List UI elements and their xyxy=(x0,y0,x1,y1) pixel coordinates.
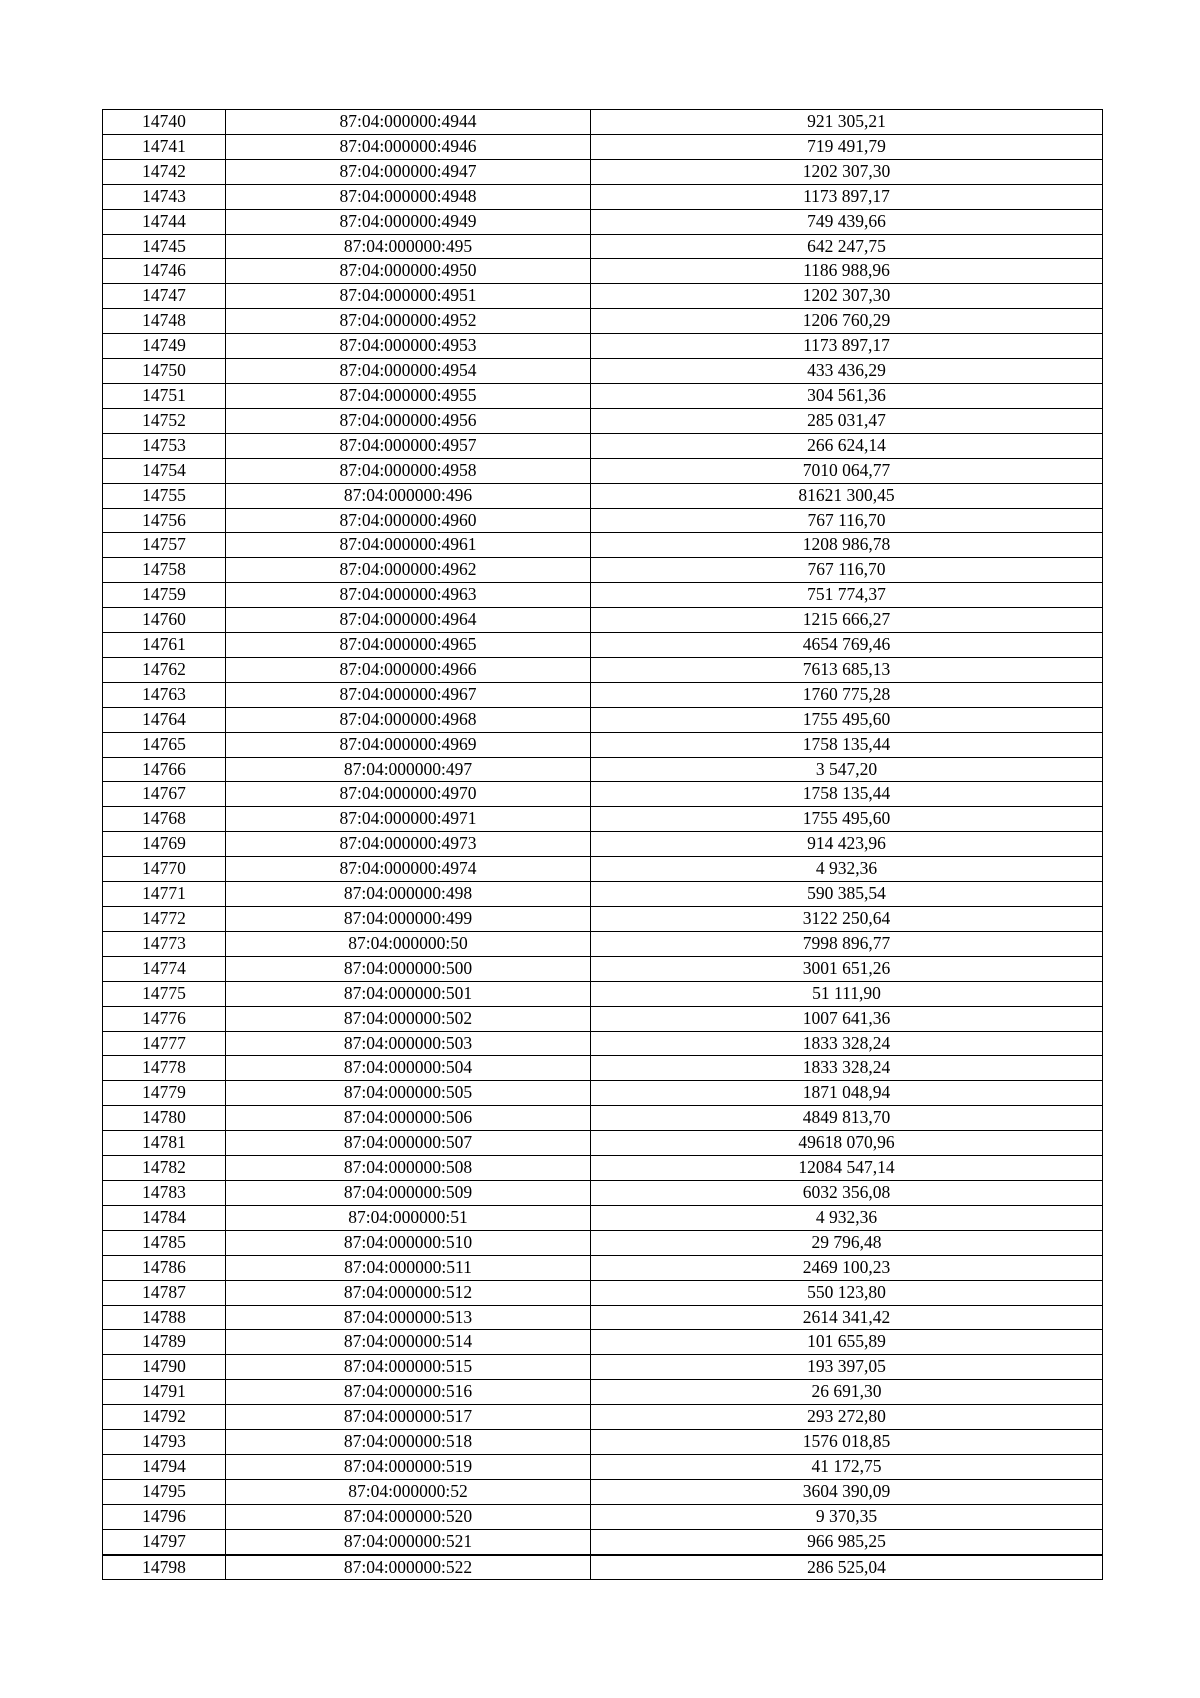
table-row xyxy=(103,1156,1103,1181)
cadastral-number-cell: 87:04:000000:512 xyxy=(226,1280,591,1305)
row-number-cell: 14750 xyxy=(103,359,226,384)
table-row xyxy=(103,832,1103,857)
table-row xyxy=(103,1330,1103,1355)
value-cell: 4654 769,46 xyxy=(591,633,1103,658)
value-cell: 3122 250,64 xyxy=(591,907,1103,932)
row-number-cell: 14742 xyxy=(103,159,226,184)
row-number-cell: 14756 xyxy=(103,508,226,533)
value-cell: 1833 328,24 xyxy=(591,1056,1103,1081)
row-number-cell: 14782 xyxy=(103,1156,226,1181)
value-cell: 550 123,80 xyxy=(591,1280,1103,1305)
cadastral-number-cell: 87:04:000000:507 xyxy=(226,1131,591,1156)
value-cell: 433 436,29 xyxy=(591,359,1103,384)
value-cell: 1833 328,24 xyxy=(591,1031,1103,1056)
cadastral-number-cell: 87:04:000000:517 xyxy=(226,1405,591,1430)
value-cell: 1576 018,85 xyxy=(591,1430,1103,1455)
cadastral-number-cell: 87:04:000000:516 xyxy=(226,1380,591,1405)
cadastral-number-cell: 87:04:000000:500 xyxy=(226,956,591,981)
cadastral-number-cell: 87:04:000000:4963 xyxy=(226,583,591,608)
value-cell: 1758 135,44 xyxy=(591,782,1103,807)
table-row xyxy=(103,1106,1103,1131)
row-number-cell: 14784 xyxy=(103,1205,226,1230)
table-row xyxy=(103,234,1103,259)
table-row xyxy=(103,956,1103,981)
value-cell: 767 116,70 xyxy=(591,558,1103,583)
cadastral-number-cell: 87:04:000000:4962 xyxy=(226,558,591,583)
table-row xyxy=(103,159,1103,184)
value-cell: 81621 300,45 xyxy=(591,483,1103,508)
cadastral-number-cell: 87:04:000000:515 xyxy=(226,1355,591,1380)
table-row xyxy=(103,757,1103,782)
cadastral-number-cell: 87:04:000000:4964 xyxy=(226,608,591,633)
row-number-cell: 14765 xyxy=(103,732,226,757)
table-row xyxy=(103,1056,1103,1081)
table-row xyxy=(103,707,1103,732)
row-number-cell: 14759 xyxy=(103,583,226,608)
value-cell: 1758 135,44 xyxy=(591,732,1103,757)
table-row xyxy=(103,1479,1103,1504)
table-row xyxy=(103,134,1103,159)
cadastral-number-cell: 87:04:000000:4971 xyxy=(226,807,591,832)
row-number-cell: 14743 xyxy=(103,184,226,209)
row-number-cell: 14755 xyxy=(103,483,226,508)
row-number-cell: 14780 xyxy=(103,1106,226,1131)
table-row xyxy=(103,1081,1103,1106)
table-row xyxy=(103,1529,1103,1554)
row-number-cell: 14791 xyxy=(103,1380,226,1405)
row-number-cell: 14749 xyxy=(103,334,226,359)
table-row xyxy=(103,558,1103,583)
value-cell: 921 305,21 xyxy=(591,110,1103,135)
row-number-cell: 14751 xyxy=(103,383,226,408)
cadastral-value-table xyxy=(102,109,1103,1580)
value-cell: 1186 988,96 xyxy=(591,259,1103,284)
row-number-cell: 14778 xyxy=(103,1056,226,1081)
table-row xyxy=(103,1305,1103,1330)
value-cell: 1173 897,17 xyxy=(591,184,1103,209)
value-cell: 293 272,80 xyxy=(591,1405,1103,1430)
table-row xyxy=(103,857,1103,882)
cadastral-number-cell: 87:04:000000:522 xyxy=(226,1555,591,1580)
cadastral-number-cell: 87:04:000000:502 xyxy=(226,1006,591,1031)
value-cell: 12084 547,14 xyxy=(591,1156,1103,1181)
value-cell: 1202 307,30 xyxy=(591,159,1103,184)
row-number-cell: 14761 xyxy=(103,633,226,658)
table-row xyxy=(103,508,1103,533)
table-row xyxy=(103,259,1103,284)
table-row xyxy=(103,1006,1103,1031)
row-number-cell: 14777 xyxy=(103,1031,226,1056)
value-cell: 642 247,75 xyxy=(591,234,1103,259)
table-body xyxy=(103,110,1103,1580)
value-cell: 1208 986,78 xyxy=(591,533,1103,558)
cadastral-number-cell: 87:04:000000:4948 xyxy=(226,184,591,209)
value-cell: 2469 100,23 xyxy=(591,1255,1103,1280)
cadastral-number-cell: 87:04:000000:508 xyxy=(226,1156,591,1181)
cadastral-number-cell: 87:04:000000:518 xyxy=(226,1430,591,1455)
row-number-cell: 14752 xyxy=(103,408,226,433)
value-cell: 1871 048,94 xyxy=(591,1081,1103,1106)
cadastral-number-cell: 87:04:000000:509 xyxy=(226,1180,591,1205)
row-number-cell: 14741 xyxy=(103,134,226,159)
row-number-cell: 14783 xyxy=(103,1180,226,1205)
row-number-cell: 14796 xyxy=(103,1504,226,1529)
row-number-cell: 14768 xyxy=(103,807,226,832)
cadastral-number-cell: 87:04:000000:4968 xyxy=(226,707,591,732)
cadastral-number-cell: 87:04:000000:511 xyxy=(226,1255,591,1280)
table-row xyxy=(103,1380,1103,1405)
row-number-cell: 14785 xyxy=(103,1230,226,1255)
value-cell: 7998 896,77 xyxy=(591,931,1103,956)
row-number-cell: 14754 xyxy=(103,458,226,483)
cadastral-number-cell: 87:04:000000:4944 xyxy=(226,110,591,135)
table-row xyxy=(103,1504,1103,1529)
cadastral-number-cell: 87:04:000000:51 xyxy=(226,1205,591,1230)
table-row xyxy=(103,110,1103,135)
cadastral-number-cell: 87:04:000000:513 xyxy=(226,1305,591,1330)
row-number-cell: 14760 xyxy=(103,608,226,633)
value-cell: 966 985,25 xyxy=(591,1529,1103,1554)
row-number-cell: 14771 xyxy=(103,882,226,907)
value-cell: 6032 356,08 xyxy=(591,1180,1103,1205)
cadastral-number-cell: 87:04:000000:4953 xyxy=(226,334,591,359)
table-row xyxy=(103,583,1103,608)
value-cell: 751 774,37 xyxy=(591,583,1103,608)
row-number-cell: 14770 xyxy=(103,857,226,882)
cadastral-number-cell: 87:04:000000:4952 xyxy=(226,309,591,334)
row-number-cell: 14747 xyxy=(103,284,226,309)
value-cell: 4849 813,70 xyxy=(591,1106,1103,1131)
value-cell: 1206 760,29 xyxy=(591,309,1103,334)
row-number-cell: 14793 xyxy=(103,1430,226,1455)
cadastral-number-cell: 87:04:000000:503 xyxy=(226,1031,591,1056)
value-cell: 29 796,48 xyxy=(591,1230,1103,1255)
row-number-cell: 14773 xyxy=(103,931,226,956)
cadastral-number-cell: 87:04:000000:52 xyxy=(226,1479,591,1504)
table-row xyxy=(103,184,1103,209)
value-cell: 1215 666,27 xyxy=(591,608,1103,633)
value-cell: 51 111,90 xyxy=(591,981,1103,1006)
table-row xyxy=(103,807,1103,832)
table-row xyxy=(103,284,1103,309)
table-row xyxy=(103,1454,1103,1479)
table-row xyxy=(103,1280,1103,1305)
table-row xyxy=(103,408,1103,433)
cadastral-number-cell: 87:04:000000:4965 xyxy=(226,633,591,658)
table-row xyxy=(103,732,1103,757)
table-row xyxy=(103,433,1103,458)
table-row xyxy=(103,782,1103,807)
cadastral-number-cell: 87:04:000000:4970 xyxy=(226,782,591,807)
cadastral-number-cell: 87:04:000000:495 xyxy=(226,234,591,259)
cadastral-number-cell: 87:04:000000:4957 xyxy=(226,433,591,458)
table-row xyxy=(103,309,1103,334)
value-cell: 719 491,79 xyxy=(591,134,1103,159)
cadastral-number-cell: 87:04:000000:4973 xyxy=(226,832,591,857)
value-cell: 1755 495,60 xyxy=(591,807,1103,832)
row-number-cell: 14757 xyxy=(103,533,226,558)
row-number-cell: 14798 xyxy=(103,1555,226,1580)
cadastral-number-cell: 87:04:000000:4946 xyxy=(226,134,591,159)
value-cell: 1173 897,17 xyxy=(591,334,1103,359)
value-cell: 9 370,35 xyxy=(591,1504,1103,1529)
value-cell: 304 561,36 xyxy=(591,383,1103,408)
value-cell: 1202 307,30 xyxy=(591,284,1103,309)
table-row xyxy=(103,334,1103,359)
cadastral-number-cell: 87:04:000000:4961 xyxy=(226,533,591,558)
cadastral-number-cell: 87:04:000000:510 xyxy=(226,1230,591,1255)
value-cell: 266 624,14 xyxy=(591,433,1103,458)
value-cell: 767 116,70 xyxy=(591,508,1103,533)
cadastral-number-cell: 87:04:000000:4949 xyxy=(226,209,591,234)
cadastral-number-cell: 87:04:000000:4967 xyxy=(226,682,591,707)
row-number-cell: 14792 xyxy=(103,1405,226,1430)
value-cell: 193 397,05 xyxy=(591,1355,1103,1380)
cadastral-number-cell: 87:04:000000:499 xyxy=(226,907,591,932)
table-row xyxy=(103,383,1103,408)
row-number-cell: 14774 xyxy=(103,956,226,981)
table-row xyxy=(103,1205,1103,1230)
cadastral-number-cell: 87:04:000000:496 xyxy=(226,483,591,508)
row-number-cell: 14789 xyxy=(103,1330,226,1355)
row-number-cell: 14775 xyxy=(103,981,226,1006)
row-number-cell: 14781 xyxy=(103,1131,226,1156)
cadastral-number-cell: 87:04:000000:521 xyxy=(226,1529,591,1554)
row-number-cell: 14779 xyxy=(103,1081,226,1106)
table-row xyxy=(103,633,1103,658)
row-number-cell: 14746 xyxy=(103,259,226,284)
row-number-cell: 14763 xyxy=(103,682,226,707)
cadastral-number-cell: 87:04:000000:4969 xyxy=(226,732,591,757)
table-row xyxy=(103,882,1103,907)
row-number-cell: 14790 xyxy=(103,1355,226,1380)
value-cell: 1760 775,28 xyxy=(591,682,1103,707)
cadastral-number-cell: 87:04:000000:504 xyxy=(226,1056,591,1081)
cadastral-number-cell: 87:04:000000:4960 xyxy=(226,508,591,533)
row-number-cell: 14744 xyxy=(103,209,226,234)
row-number-cell: 14766 xyxy=(103,757,226,782)
cadastral-number-cell: 87:04:000000:498 xyxy=(226,882,591,907)
value-cell: 26 691,30 xyxy=(591,1380,1103,1405)
value-cell: 749 439,66 xyxy=(591,209,1103,234)
table-row xyxy=(103,458,1103,483)
row-number-cell: 14787 xyxy=(103,1280,226,1305)
cadastral-number-cell: 87:04:000000:505 xyxy=(226,1081,591,1106)
cadastral-number-cell: 87:04:000000:497 xyxy=(226,757,591,782)
value-cell: 4 932,36 xyxy=(591,857,1103,882)
value-cell: 3001 651,26 xyxy=(591,956,1103,981)
table-row xyxy=(103,1230,1103,1255)
cadastral-number-cell: 87:04:000000:4950 xyxy=(226,259,591,284)
cadastral-number-cell: 87:04:000000:4966 xyxy=(226,657,591,682)
row-number-cell: 14740 xyxy=(103,110,226,135)
table-row xyxy=(103,931,1103,956)
row-number-cell: 14769 xyxy=(103,832,226,857)
value-cell: 590 385,54 xyxy=(591,882,1103,907)
row-number-cell: 14753 xyxy=(103,433,226,458)
table-row xyxy=(103,907,1103,932)
row-number-cell: 14795 xyxy=(103,1479,226,1504)
row-number-cell: 14797 xyxy=(103,1529,226,1554)
value-cell: 7613 685,13 xyxy=(591,657,1103,682)
cadastral-number-cell: 87:04:000000:4955 xyxy=(226,383,591,408)
table-row xyxy=(103,1131,1103,1156)
cadastral-number-cell: 87:04:000000:514 xyxy=(226,1330,591,1355)
cadastral-number-cell: 87:04:000000:519 xyxy=(226,1454,591,1479)
row-number-cell: 14794 xyxy=(103,1454,226,1479)
value-cell: 3604 390,09 xyxy=(591,1479,1103,1504)
table-row xyxy=(103,1405,1103,1430)
cadastral-number-cell: 87:04:000000:501 xyxy=(226,981,591,1006)
value-cell: 7010 064,77 xyxy=(591,458,1103,483)
cadastral-number-cell: 87:04:000000:4956 xyxy=(226,408,591,433)
table-row xyxy=(103,1430,1103,1455)
row-number-cell: 14758 xyxy=(103,558,226,583)
table-row xyxy=(103,1031,1103,1056)
value-cell: 49618 070,96 xyxy=(591,1131,1103,1156)
table-row xyxy=(103,1255,1103,1280)
row-number-cell: 14772 xyxy=(103,907,226,932)
table-row xyxy=(103,483,1103,508)
cadastral-number-cell: 87:04:000000:506 xyxy=(226,1106,591,1131)
row-number-cell: 14767 xyxy=(103,782,226,807)
value-cell: 2614 341,42 xyxy=(591,1305,1103,1330)
cadastral-number-cell: 87:04:000000:4947 xyxy=(226,159,591,184)
row-number-cell: 14745 xyxy=(103,234,226,259)
row-number-cell: 14748 xyxy=(103,309,226,334)
table-row xyxy=(103,209,1103,234)
row-number-cell: 14762 xyxy=(103,657,226,682)
value-cell: 1007 641,36 xyxy=(591,1006,1103,1031)
row-number-cell: 14776 xyxy=(103,1006,226,1031)
cadastral-number-cell: 87:04:000000:4958 xyxy=(226,458,591,483)
row-number-cell: 14764 xyxy=(103,707,226,732)
value-cell: 101 655,89 xyxy=(591,1330,1103,1355)
value-cell: 1755 495,60 xyxy=(591,707,1103,732)
value-cell: 41 172,75 xyxy=(591,1454,1103,1479)
table-row xyxy=(103,533,1103,558)
value-cell: 286 525,04 xyxy=(591,1555,1103,1580)
table-row xyxy=(103,657,1103,682)
table-row xyxy=(103,1555,1103,1580)
table-row xyxy=(103,1355,1103,1380)
cadastral-number-cell: 87:04:000000:4954 xyxy=(226,359,591,384)
cadastral-number-cell: 87:04:000000:520 xyxy=(226,1504,591,1529)
table-row xyxy=(103,608,1103,633)
cadastral-number-cell: 87:04:000000:50 xyxy=(226,931,591,956)
table-row xyxy=(103,359,1103,384)
cadastral-number-cell: 87:04:000000:4951 xyxy=(226,284,591,309)
row-number-cell: 14786 xyxy=(103,1255,226,1280)
value-cell: 3 547,20 xyxy=(591,757,1103,782)
value-cell: 914 423,96 xyxy=(591,832,1103,857)
table-row xyxy=(103,1180,1103,1205)
row-number-cell: 14788 xyxy=(103,1305,226,1330)
table-row xyxy=(103,981,1103,1006)
table-row xyxy=(103,682,1103,707)
value-cell: 285 031,47 xyxy=(591,408,1103,433)
cadastral-number-cell: 87:04:000000:4974 xyxy=(226,857,591,882)
value-cell: 4 932,36 xyxy=(591,1205,1103,1230)
